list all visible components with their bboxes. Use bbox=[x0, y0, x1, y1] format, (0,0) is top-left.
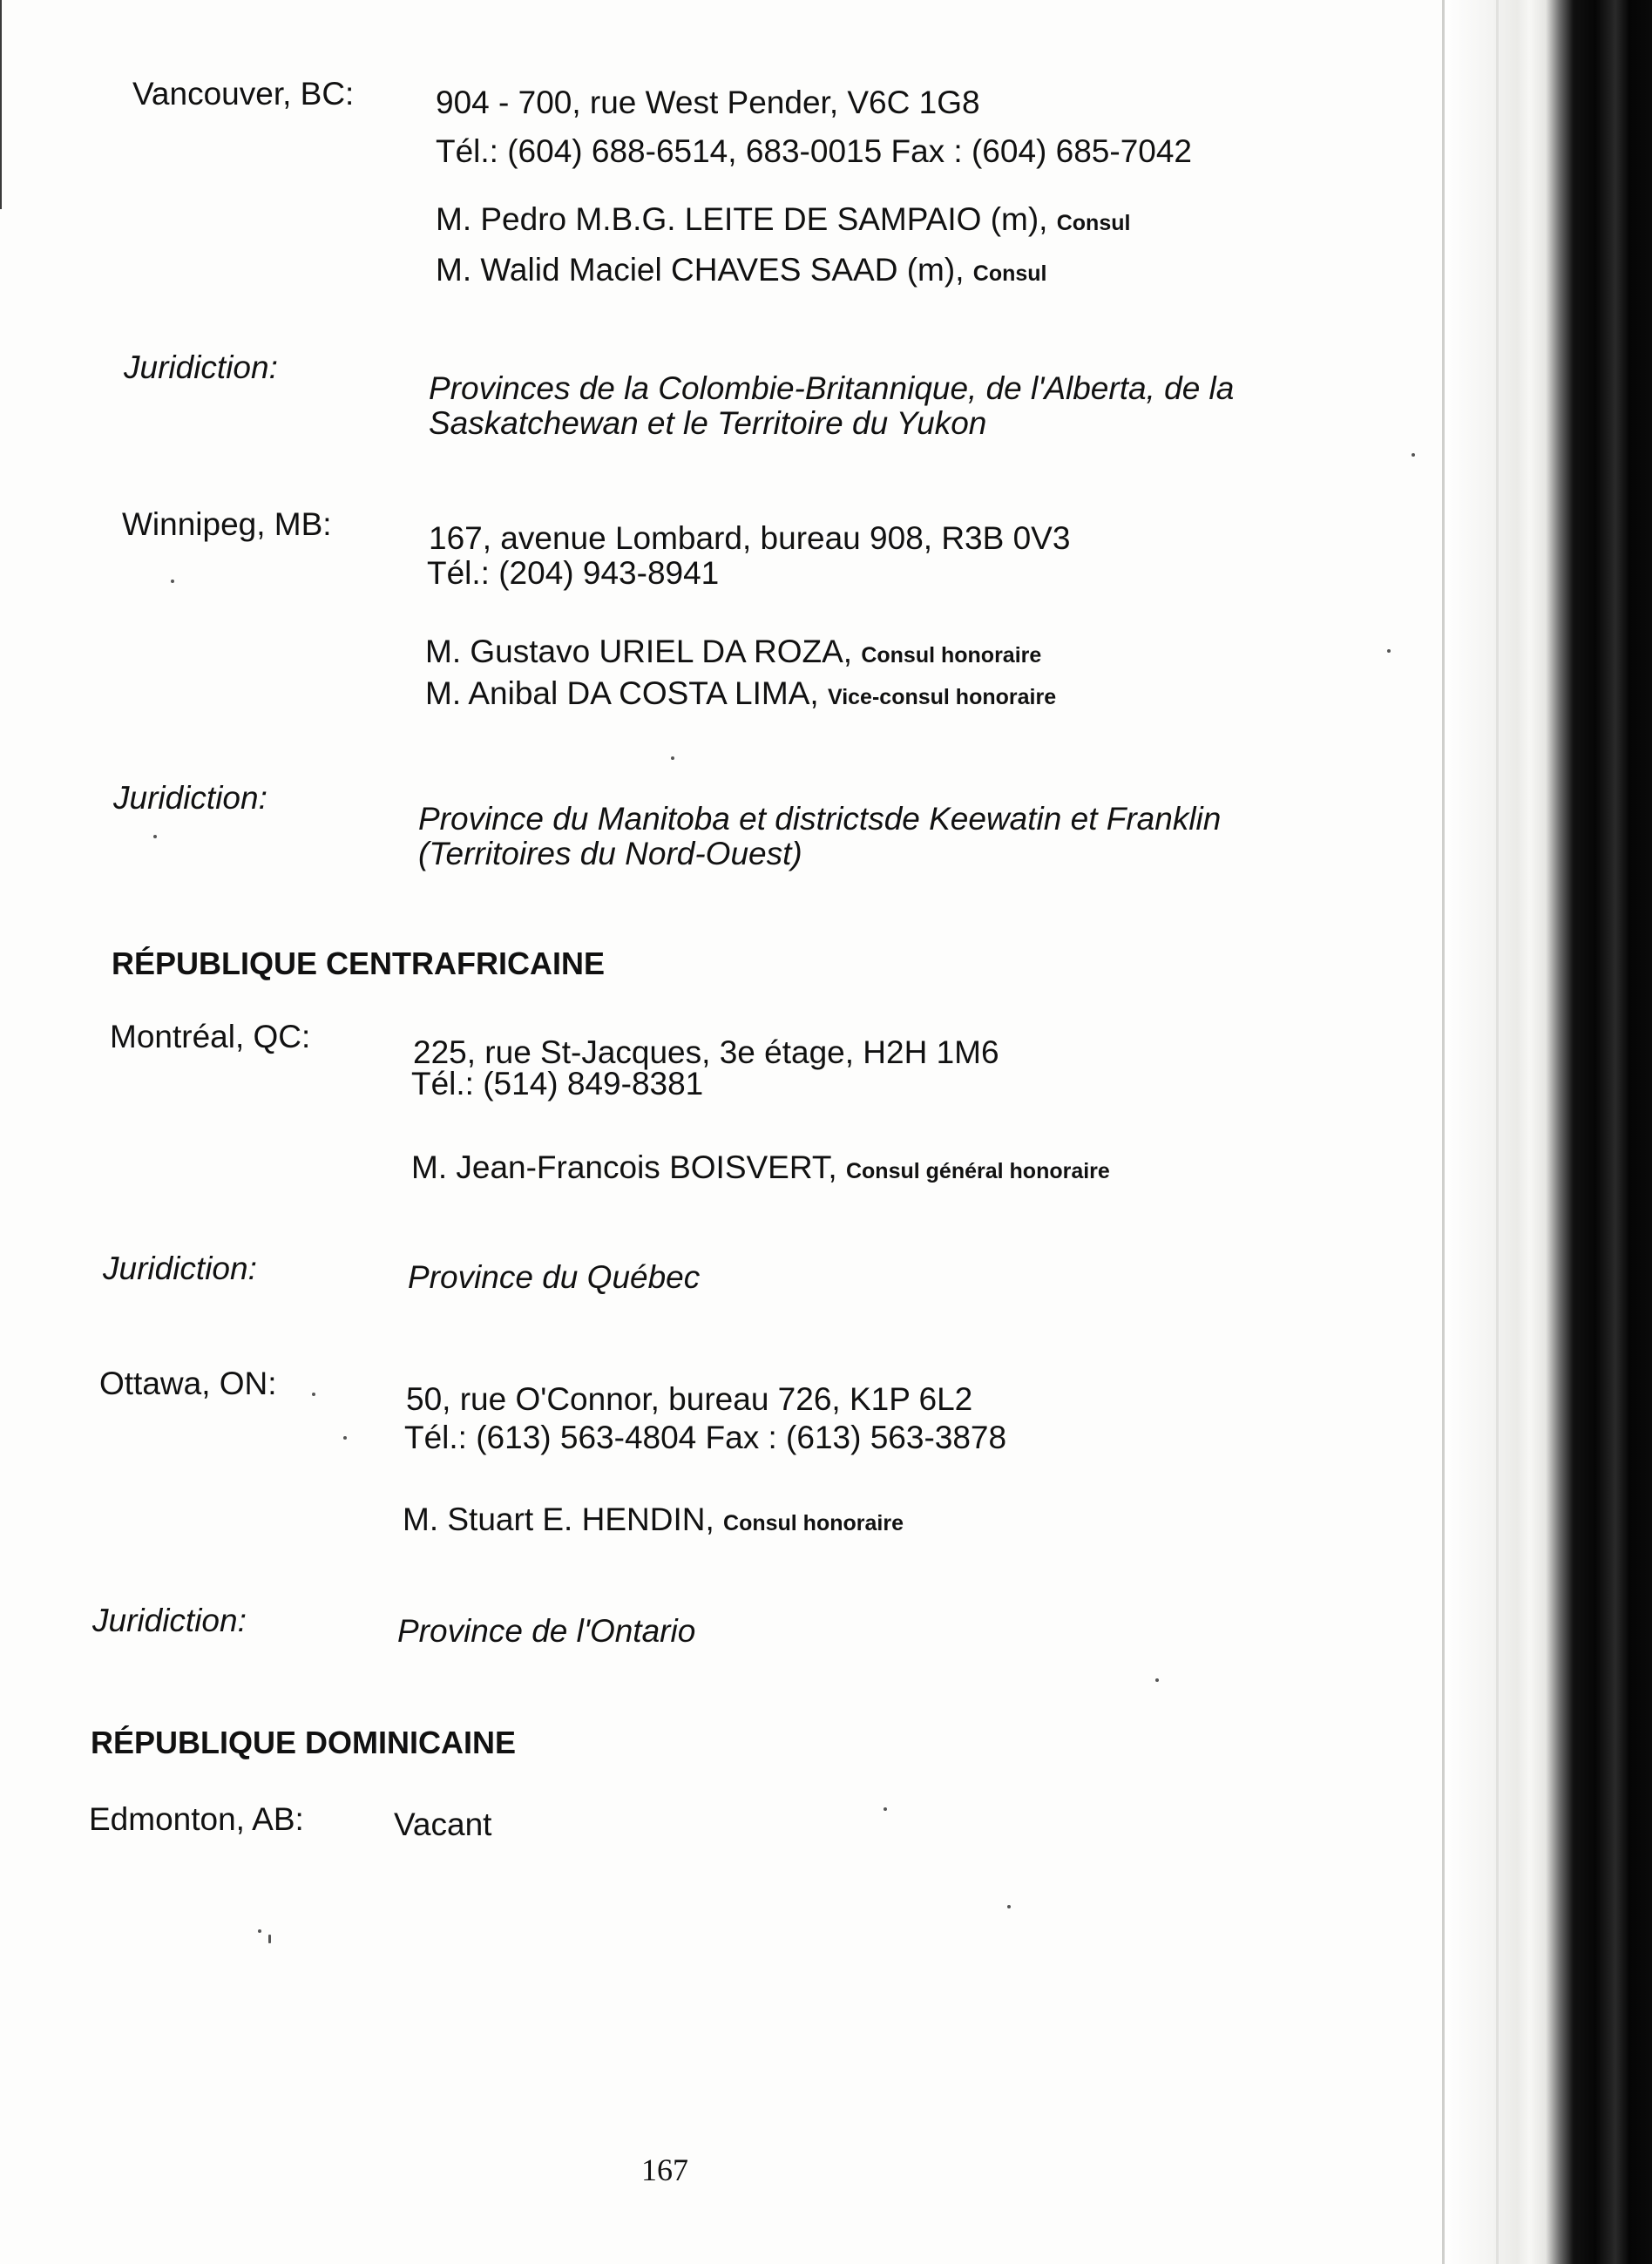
jurisdiction-label-vancouver: Juridiction: bbox=[124, 349, 278, 385]
person-name: M. Pedro M.B.G. LEITE DE SAMPAIO (m), bbox=[436, 201, 1048, 237]
jurisdiction-winnipeg-line-1: Province du Manitoba et districtsde Keewatin et Franklin bbox=[418, 801, 1222, 837]
address-winnipeg: 167, avenue Lombard, bureau 908, R3B 0V3 bbox=[429, 520, 1071, 556]
scan-speck bbox=[343, 1436, 347, 1440]
scan-speck bbox=[268, 1935, 271, 1943]
person-winnipeg-1 bbox=[425, 633, 1041, 674]
binding-fold-line-2 bbox=[1496, 0, 1499, 2264]
phone-winnipeg: Tél.: (204) 943-8941 bbox=[427, 555, 720, 591]
scan-speck bbox=[171, 580, 174, 583]
jurisdiction-ottawa: Province de l'Ontario bbox=[397, 1613, 696, 1649]
scan-speck bbox=[884, 1807, 887, 1811]
section-heading-dominicaine: RÉPUBLIQUE DOMINICAINE bbox=[91, 1725, 517, 1760]
person-vancouver-1 bbox=[436, 200, 1130, 242]
person-montreal bbox=[411, 1149, 1110, 1190]
scan-speck bbox=[671, 756, 674, 760]
jurisdiction-label-winnipeg: Juridiction: bbox=[113, 780, 267, 816]
scan-speck bbox=[153, 835, 157, 838]
city-label-montreal: Montréal, QC: bbox=[110, 1019, 311, 1054]
phone-ottawa: Tél.: (613) 563-4804 Fax : (613) 563-3878 bbox=[404, 1420, 1007, 1455]
jurisdiction-montreal: Province du Québec bbox=[408, 1259, 701, 1295]
section-heading-centrafricaine: RÉPUBLIQUE CENTRAFRICAINE bbox=[112, 946, 606, 981]
vacant-value: Vacant bbox=[394, 1806, 492, 1842]
jurisdiction-label-ottawa: Juridiction: bbox=[92, 1603, 247, 1638]
city-label-vancouver: Vancouver, BC: bbox=[132, 76, 355, 112]
person-title: Vice-consul honoraire bbox=[827, 685, 1057, 709]
person-name: M. Anibal DA COSTA LIMA, bbox=[425, 675, 819, 711]
person-name: M. Walid Maciel CHAVES SAAD (m), bbox=[436, 252, 965, 288]
person-vancouver-2 bbox=[436, 251, 1046, 293]
person-title: Consul bbox=[972, 261, 1047, 286]
page-number: 167 bbox=[641, 2152, 688, 2187]
person-name: M. Jean-Francois BOISVERT, bbox=[411, 1149, 837, 1185]
scan-speck bbox=[1007, 1905, 1011, 1908]
address-vancouver: 904 - 700, rue West Pender, V6C 1G8 bbox=[436, 85, 980, 120]
person-name: M. Gustavo URIEL DA ROZA, bbox=[425, 634, 853, 669]
person-title: Consul honoraire bbox=[861, 643, 1042, 668]
binding-fold-line bbox=[1442, 0, 1445, 2264]
address-ottawa: 50, rue O'Connor, bureau 726, K1P 6L2 bbox=[406, 1381, 973, 1417]
book-binding-shadow bbox=[1443, 0, 1652, 2264]
jurisdiction-vancouver-line-2: Saskatchewan et le Territoire du Yukon bbox=[429, 405, 987, 441]
address-montreal: 225, rue St-Jacques, 3e étage, H2H 1M6 bbox=[413, 1034, 999, 1070]
jurisdiction-label-montreal: Juridiction: bbox=[103, 1251, 257, 1286]
phone-vancouver: Tél.: (604) 688-6514, 683-0015 Fax : (604) 685-7042 bbox=[436, 133, 1193, 169]
person-title: Consul général honoraire bbox=[845, 1159, 1110, 1183]
scan-speck bbox=[258, 1929, 261, 1933]
person-title: Consul honoraire bbox=[723, 1511, 904, 1535]
scan-speck bbox=[312, 1393, 315, 1396]
jurisdiction-winnipeg-line-2: (Territoires du Nord-Ouest) bbox=[418, 836, 802, 871]
person-winnipeg-2 bbox=[425, 674, 1056, 716]
city-label-ottawa: Ottawa, ON: bbox=[99, 1366, 277, 1401]
scan-speck bbox=[1412, 453, 1415, 457]
scan-speck bbox=[1387, 649, 1391, 653]
jurisdiction-vancouver-line-1: Provinces de la Colombie-Britannique, de l'Alberta, de la bbox=[429, 370, 1235, 406]
person-title: Consul bbox=[1056, 211, 1131, 235]
scan-speck bbox=[1155, 1678, 1159, 1682]
phone-montreal: Tél.: (514) 849-8381 bbox=[411, 1066, 704, 1101]
person-ottawa bbox=[403, 1501, 904, 1542]
city-label-edmonton: Edmonton, AB: bbox=[89, 1801, 304, 1837]
person-name: M. Stuart E. HENDIN, bbox=[403, 1501, 714, 1537]
city-label-winnipeg: Winnipeg, MB: bbox=[122, 506, 332, 542]
scan-edge-line bbox=[0, 0, 2, 209]
